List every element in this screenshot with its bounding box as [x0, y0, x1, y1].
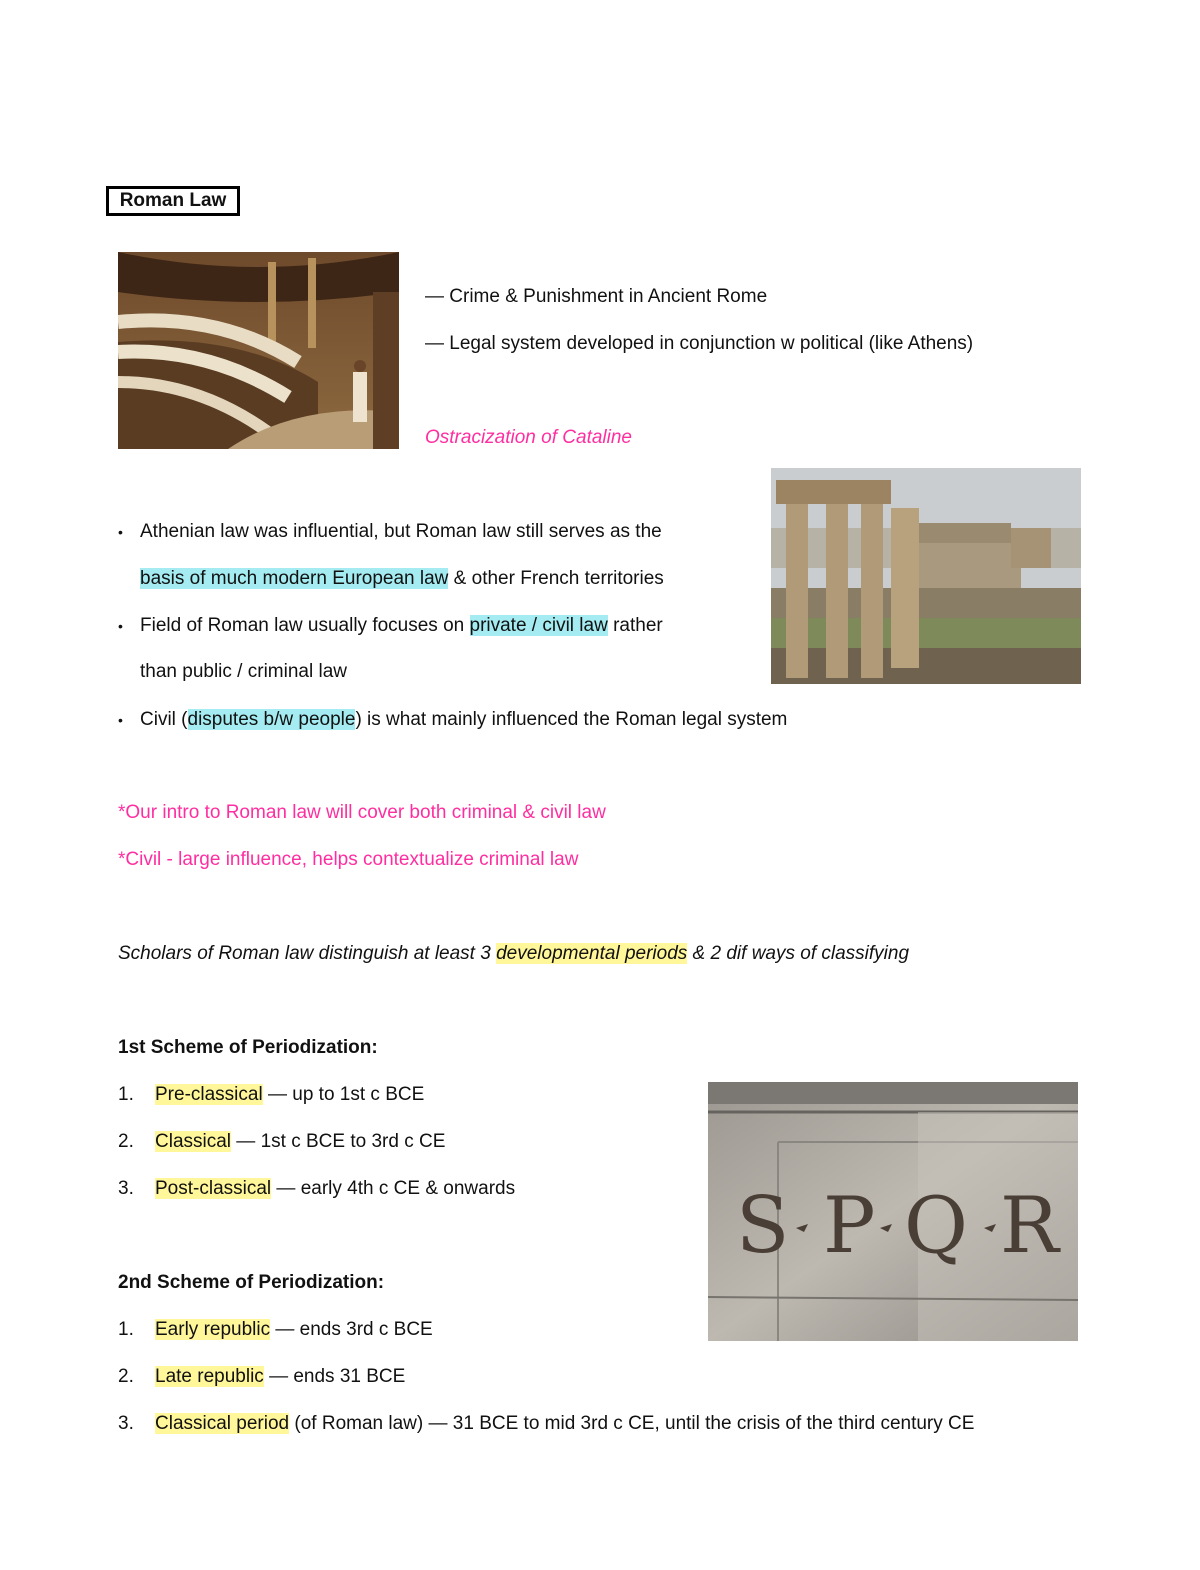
- scheme-1-item-3: Post-classical — early 4th c CE & onwards: [155, 1178, 516, 1199]
- highlight-term: Post-classical: [155, 1178, 272, 1199]
- inscription-letter: S: [736, 1181, 790, 1271]
- highlight-term: Classical: [155, 1131, 232, 1152]
- scheme-2-heading: 2nd Scheme of Periodization:: [118, 1272, 385, 1293]
- list-number: 1.: [118, 1084, 134, 1105]
- list-number: 2.: [118, 1366, 134, 1387]
- scheme-2-item-1: Early republic — ends 3rd c BCE: [155, 1319, 433, 1340]
- highlight-term: Pre-classical: [155, 1084, 263, 1105]
- highlight-term: Classical period: [155, 1413, 290, 1434]
- highlight-term: Late republic: [155, 1366, 264, 1387]
- highlight-term: Early republic: [155, 1319, 271, 1340]
- scheme-2-item-3: Classical period (of Roman law) — 31 BCE to mid 3rd c CE, until the crisis of the third century CE: [155, 1413, 975, 1434]
- scheme-1-item-2: Classical — 1st c BCE to 3rd c CE: [155, 1131, 446, 1152]
- inscription-letter: R: [1000, 1181, 1059, 1271]
- scholars-line: Scholars of Roman law distinguish at least 3 developmental periods & 2 dif ways of classifying: [118, 943, 910, 964]
- bullet-dot: •: [118, 618, 123, 634]
- bullet-1-line-2: basis of much modern European law & other French territories: [140, 568, 664, 589]
- note-2: *Civil - large influence, helps contextualize criminal law: [118, 849, 579, 870]
- bullet-1-line-1: Athenian law was influential, but Roman law still serves as the: [140, 521, 662, 542]
- highlight-modern-european-law: basis of much modern European law: [140, 568, 449, 589]
- bullet-dot: •: [118, 524, 123, 540]
- list-number: 3.: [118, 1178, 134, 1199]
- roman-forum-image: [771, 468, 1081, 684]
- note-1: *Our intro to Roman law will cover both criminal & civil law: [118, 802, 606, 823]
- list-number: 1.: [118, 1319, 134, 1340]
- image-caption: Ostracization of Cataline: [425, 427, 632, 448]
- list-number: 3.: [118, 1413, 134, 1434]
- bullet-dot: •: [118, 712, 123, 728]
- senate-painting-image: [118, 252, 399, 449]
- highlight-disputes: disputes b/w people: [187, 709, 356, 730]
- bullet-3-line-1: Civil (disputes b/w people) is what mainly influenced the Roman legal system: [140, 709, 788, 730]
- bullet-2-line-2: than public / criminal law: [140, 661, 347, 682]
- intro-line-2: — Legal system developed in conjunction w political (like Athens): [425, 333, 974, 354]
- inscription-letter: Q: [904, 1181, 968, 1271]
- highlight-developmental-periods: developmental periods: [496, 943, 688, 964]
- highlight-private-civil-law: private / civil law: [469, 615, 608, 636]
- inscription-letter: P: [823, 1181, 876, 1271]
- list-number: 2.: [118, 1131, 134, 1152]
- intro-line-1: — Crime & Punishment in Ancient Rome: [425, 286, 768, 307]
- spqr-inscription-image: [708, 1082, 1078, 1341]
- scheme-1-heading: 1st Scheme of Periodization:: [118, 1037, 378, 1058]
- page-title: Roman Law: [106, 186, 240, 216]
- scheme-1-item-1: Pre-classical — up to 1st c BCE: [155, 1084, 425, 1105]
- scheme-2-item-2: Late republic — ends 31 BCE: [155, 1366, 406, 1387]
- bullet-2-line-1: Field of Roman law usually focuses on private / civil law rather: [140, 615, 663, 636]
